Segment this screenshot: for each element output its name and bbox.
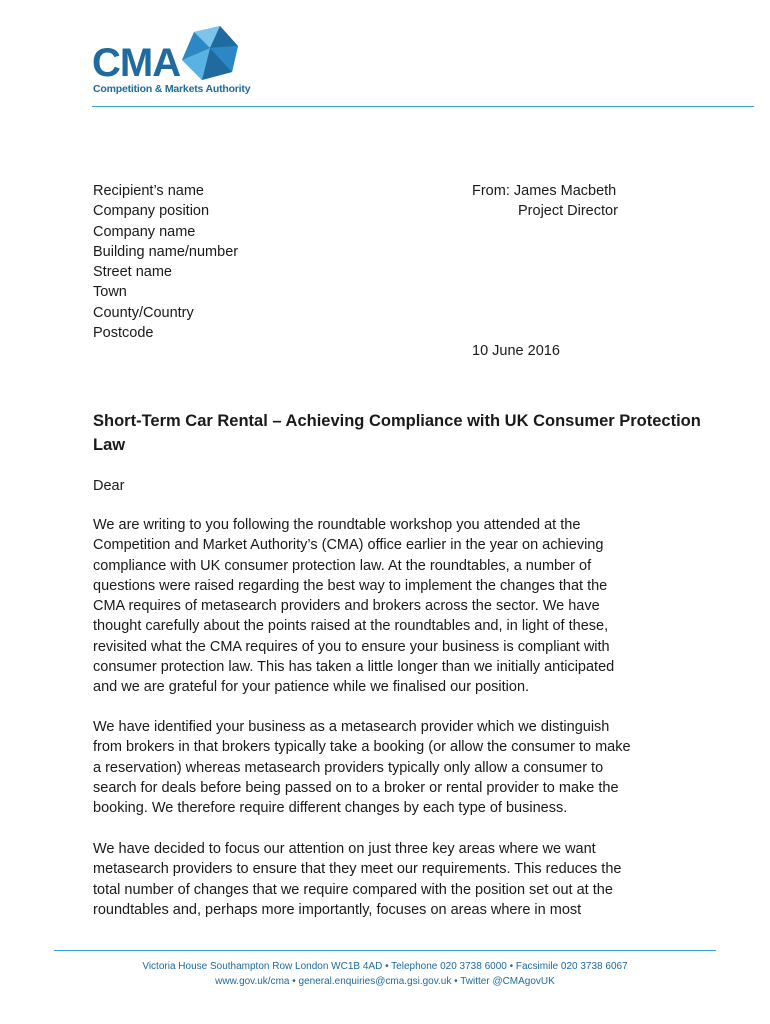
- paragraph-line: questions were raised regarding the best way to implement the changes that the: [93, 577, 608, 594]
- paragraph-line: roundtables and, perhaps more importantly, focuses on areas where in most: [93, 901, 582, 918]
- recipient-line: Company position: [93, 203, 210, 220]
- recipient-line: Town: [93, 284, 127, 301]
- recipient-line: Company name: [93, 223, 196, 240]
- paragraph-line: compliance with UK consumer protection law. At the roundtables, a number of: [93, 557, 592, 574]
- paragraph-line: total number of changes that we require compared with the position set out at the: [93, 881, 613, 898]
- recipient-line: Street name: [93, 264, 172, 281]
- sender-block: [472, 181, 618, 222]
- paragraph-line: from brokers in that brokers typically take a booking (or allow the consumer to make: [93, 739, 631, 756]
- logo-full-name: Competition & Markets Authority: [93, 83, 251, 95]
- sender-role: Project Director: [518, 203, 618, 220]
- paragraph-line: booking. We therefore require different changes by each type of business.: [93, 800, 568, 817]
- salutation: Dear: [93, 478, 125, 494]
- paragraph-line: We have decided to focus our attention on just three key areas where we want: [93, 841, 596, 857]
- footer-address: Victoria House Southampton Row London WC1B 4AD • Telephone 020 3738 6000 • Facsimile 020 3738 6067: [142, 961, 628, 972]
- paragraph-line: We have identified your business as a metasearch provider which we distinguish: [93, 719, 610, 735]
- body-paragraph-1: [93, 515, 733, 698]
- paragraph-line: thought carefully about the points raised at the roundtables and, in light of these,: [93, 618, 609, 635]
- letter-subject: Short-Term Car Rental – Achieving Compliance with UK Consumer Protection Law: [93, 412, 701, 454]
- recipient-line: Postcode: [93, 325, 154, 342]
- paragraph-line: revisited what the CMA requires of you to ensure your business is compliant with: [93, 638, 610, 655]
- cma-logo: [92, 26, 252, 100]
- paragraph-line: metasearch providers to ensure that they meet our requirements. This reduces the: [93, 861, 622, 878]
- logo-acronym: CMA: [92, 41, 181, 85]
- paragraph-line: We are writing to you following the roundtable workshop you attended at the: [93, 517, 581, 533]
- body-paragraph-2: [93, 717, 733, 818]
- recipient-line: County/Country: [93, 304, 194, 321]
- paragraph-line: search for deals before being passed on to a broker or rental provider to make the: [93, 779, 619, 796]
- cma-logo-mark-icon: [180, 26, 238, 82]
- paragraph-line: and we are grateful for your patience while we finalised our position.: [93, 679, 530, 696]
- letter-date: 10 June 2016: [472, 343, 560, 359]
- body-paragraph-3: [93, 839, 733, 920]
- footer-divider: [54, 950, 716, 951]
- paragraph-line: Competition and Market Authority’s (CMA) office earlier in the year on achieving: [93, 537, 604, 554]
- sender-from-line: From: James Macbeth: [472, 183, 617, 199]
- recipient-line: Recipient’s name: [93, 183, 204, 199]
- footer-contact: www.gov.uk/cma • general.enquiries@cma.gsi.gov.uk • Twitter @CMAgovUK: [215, 976, 555, 987]
- paragraph-line: a reservation) whereas metasearch providers typically only allow a consumer to: [93, 759, 604, 776]
- recipient-address: [93, 181, 238, 343]
- header-divider: [92, 106, 754, 107]
- paragraph-line: CMA requires of metasearch providers and brokers across the sector. We have: [93, 598, 600, 615]
- paragraph-line: consumer protection law. This has taken a little longer than we initially anticipated: [93, 659, 615, 676]
- recipient-line: Building name/number: [93, 243, 239, 260]
